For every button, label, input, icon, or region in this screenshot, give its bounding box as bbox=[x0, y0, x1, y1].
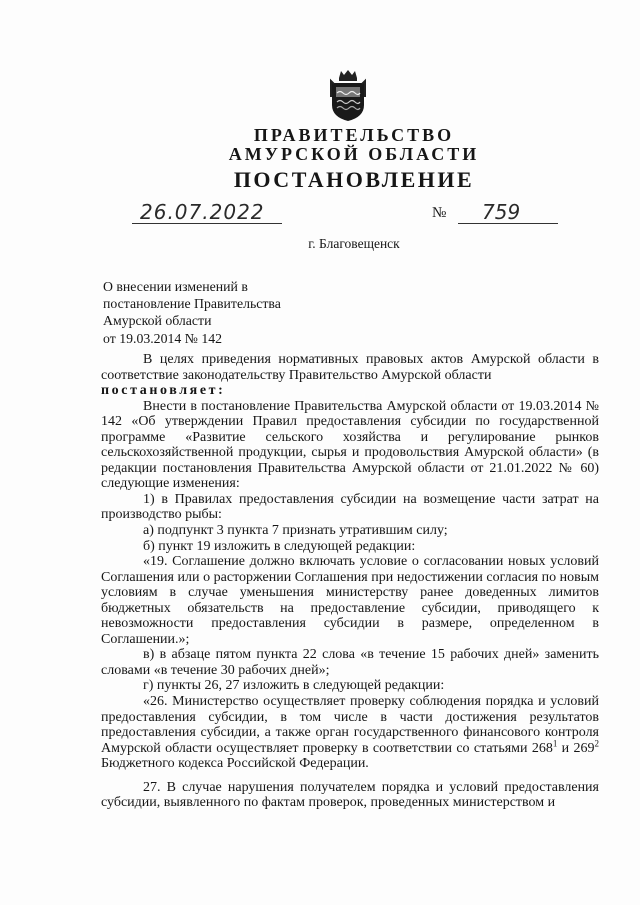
date-underline bbox=[132, 223, 282, 224]
subject-line: О внесении изменений в bbox=[103, 279, 248, 294]
paragraph-item-g: г) пункты 26, 27 изложить в следующей редакции: bbox=[143, 678, 445, 694]
document-number: 759 bbox=[482, 200, 521, 224]
clause-26-end: Бюджетного кодекса Российской Федерации. bbox=[101, 756, 369, 772]
paragraph-item-a: а) подпункт 3 пункта 7 признать утратившим силу; bbox=[143, 523, 448, 539]
subject-line: постановление Правительства bbox=[103, 296, 281, 312]
paragraph-amendment-intro: Внести в постановление Правительства Амурской области от 19.03.2014 № 142 «Об утверждении Правил предоставления субсидии по государственной программе «Развитие сельского хозяйства и регулирование рынков сельскохозяйственной продукции, сырья и продовольствия Амурской области» (в редакции постановления Правительства Амурской области от 21.01.2022 № 60) следующие изменения: bbox=[101, 398, 599, 492]
resolve-word bbox=[101, 383, 599, 399]
paragraph-clause-27: 27. В случае нарушения получателем порядка и условий предоставления субсидии, выявленного по фактам проверок, проведенных министерством и bbox=[101, 779, 599, 811]
number-sign: № bbox=[432, 205, 447, 221]
paragraph-clause-26 bbox=[101, 694, 599, 772]
resolve-text: постановляет: bbox=[101, 383, 226, 399]
paragraph-item-v: в) в абзаце пятом пункта 22 слова «в течение 15 рабочих дней» заменить словами «в течение 30 рабочих дней»; bbox=[101, 647, 599, 678]
org-name-line1: ПРАВИТЕЛЬСТВО bbox=[253, 125, 455, 145]
subject-line: от 19.03.2014 № 142 bbox=[103, 330, 223, 346]
paragraph-preamble: В целях приведения нормативных правовых актов Амурской области в соответствие законодательству Правительство Амурской области bbox=[101, 352, 599, 383]
document-body bbox=[101, 352, 599, 811]
paragraph-item-b: б) пункт 19 изложить в следующей редакции: bbox=[143, 538, 416, 554]
city-name: г. Благовещенск bbox=[308, 236, 400, 251]
paragraph-item-1: 1) в Правилах предоставления субсидии на возмещение части затрат на производство рыбы: bbox=[101, 491, 599, 523]
document-date: 26.07.2022 bbox=[140, 200, 265, 224]
clause-26-text: «26. Министерство осуществляет проверку соблюдения порядка и условий предоставления субсидии, в том числе в части достижения результатов предоставления субсидии, а также орган государственного финансового контроля Амурской области осуществляет проверку в соответствии со статьями 268 bbox=[101, 694, 599, 756]
subject-line: Амурской области bbox=[103, 313, 212, 329]
coat-of-arms-icon bbox=[327, 67, 369, 123]
document-type-title: ПОСТАНОВЛЕНИЕ bbox=[233, 167, 475, 192]
clause-26-conjunction: и 269 bbox=[557, 740, 595, 756]
org-name-line2: АМУРСКОЙ ОБЛАСТИ bbox=[228, 144, 480, 164]
document-subject bbox=[103, 278, 363, 347]
paragraph-clause-19: «19. Соглашение должно включать условие о согласовании новых условий Соглашения или о расторжении Соглашения при недостижении согласия по новым условиям в случае уменьшения министерству ранее доведенных лимитов бюджетных обязательств на предоставление субсидии, приводящего к невозможности предоставления субсидии в размере, определенном в Соглашении.»; bbox=[101, 554, 599, 647]
article-superscript: 2 bbox=[594, 738, 599, 749]
number-underline bbox=[458, 223, 558, 224]
article-superscript: 1 bbox=[552, 738, 558, 749]
